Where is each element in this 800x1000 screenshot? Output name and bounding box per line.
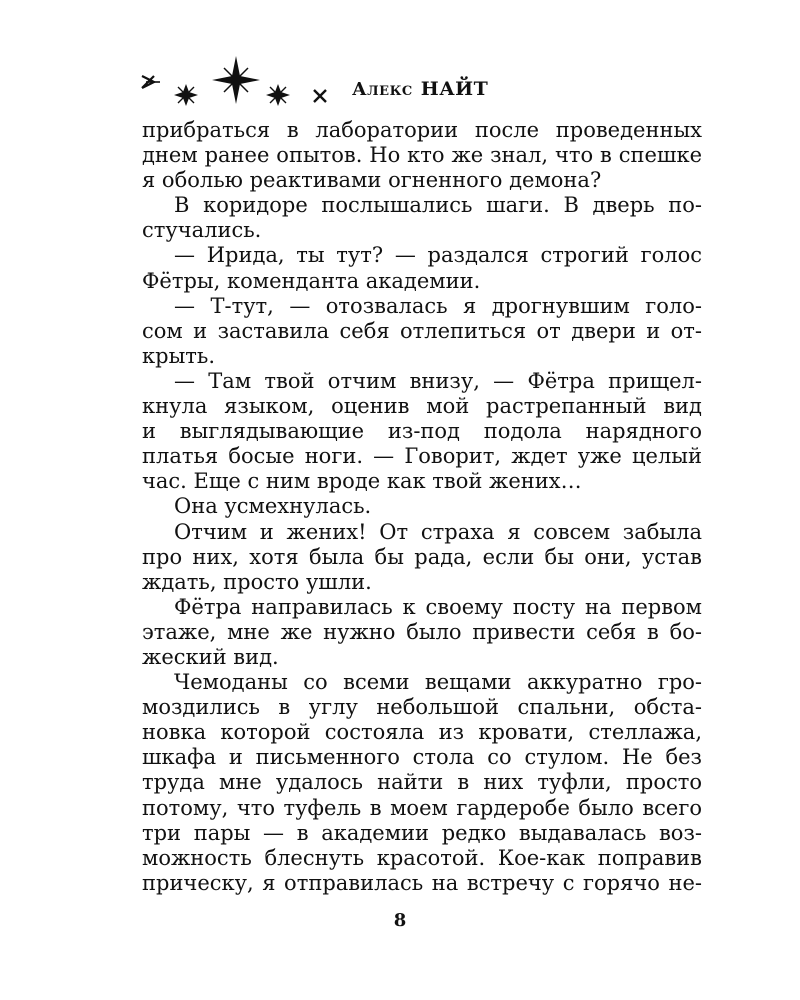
text-line: я оболью реактивами огненного демона? bbox=[142, 168, 602, 193]
text-line: и выглядывающие из-под подола нарядного bbox=[142, 419, 702, 444]
text-line: прическу, я отправилась на встречу с горячо не- bbox=[142, 870, 702, 895]
text-line: можность блеснуть красотой. Кое-как поправив bbox=[142, 845, 702, 870]
text-line: — Ирида, ты тут? — раздался строгий голос bbox=[174, 243, 702, 268]
text-line: стучались. bbox=[142, 218, 262, 243]
text-line: Фётра направилась к своему посту на первом bbox=[174, 594, 702, 619]
text-line: сом и заставила себя отлепиться от двери и от- bbox=[142, 318, 702, 343]
running-header bbox=[138, 52, 518, 122]
text-line: труда мне удалось найти в них туфли, просто bbox=[142, 770, 702, 795]
text-line: днем ранее опытов. Но кто же знал, что в спешке bbox=[142, 143, 702, 168]
text-line: потому, что туфель в моем гардеробе было всего bbox=[142, 795, 702, 820]
page-number: 8 bbox=[393, 910, 407, 931]
text-line: этаже, мне же нужно было привести себя в бо- bbox=[142, 619, 702, 644]
text-line: В коридоре послышались шаги. В дверь по- bbox=[174, 193, 702, 218]
text-line: час. Еще с ним вроде как твой жених… bbox=[142, 469, 582, 494]
author-last-name: НАЙТ bbox=[420, 78, 489, 100]
text-line: про них, хотя была бы рада, если бы они, устав bbox=[142, 544, 702, 569]
text-line: Она усмехнулась. bbox=[174, 494, 372, 519]
text-line: ждать, просто ушли. bbox=[142, 569, 372, 594]
author-name bbox=[352, 78, 488, 100]
text-line: три пары — в академии редко выдавалась воз- bbox=[142, 820, 702, 845]
star-cluster-icon bbox=[138, 52, 338, 122]
text-line: кнула языком, оценив мой растрепанный вид bbox=[142, 394, 702, 419]
text-line: Чемоданы со всеми вещами аккуратно гро- bbox=[174, 670, 702, 695]
text-line: Отчим и жених! От страха я совсем забыла bbox=[174, 519, 702, 544]
body-text bbox=[142, 118, 702, 896]
text-line: Фётры, коменданта академии. bbox=[142, 268, 481, 293]
text-line: — Т-тут, — отозвалась я дрогнувшим голо- bbox=[174, 293, 702, 318]
text-line: жеский вид. bbox=[142, 644, 279, 669]
text-line: шкафа и письменного стола со стулом. Не без bbox=[142, 745, 702, 770]
author-first-name: Алекс bbox=[352, 79, 413, 100]
text-line: платья босые ноги. — Говорит, ждет уже целый bbox=[142, 444, 702, 469]
text-line: моздились в углу небольшой спальни, обста- bbox=[142, 695, 702, 720]
text-line: крыть. bbox=[142, 343, 216, 368]
text-line: прибраться в лаборатории после проведенных bbox=[142, 118, 702, 142]
text-line: новка которой состояла из кровати, стеллажа, bbox=[142, 720, 702, 745]
text-line: — Там твой отчим внизу, — Фётра прищел- bbox=[174, 368, 702, 393]
